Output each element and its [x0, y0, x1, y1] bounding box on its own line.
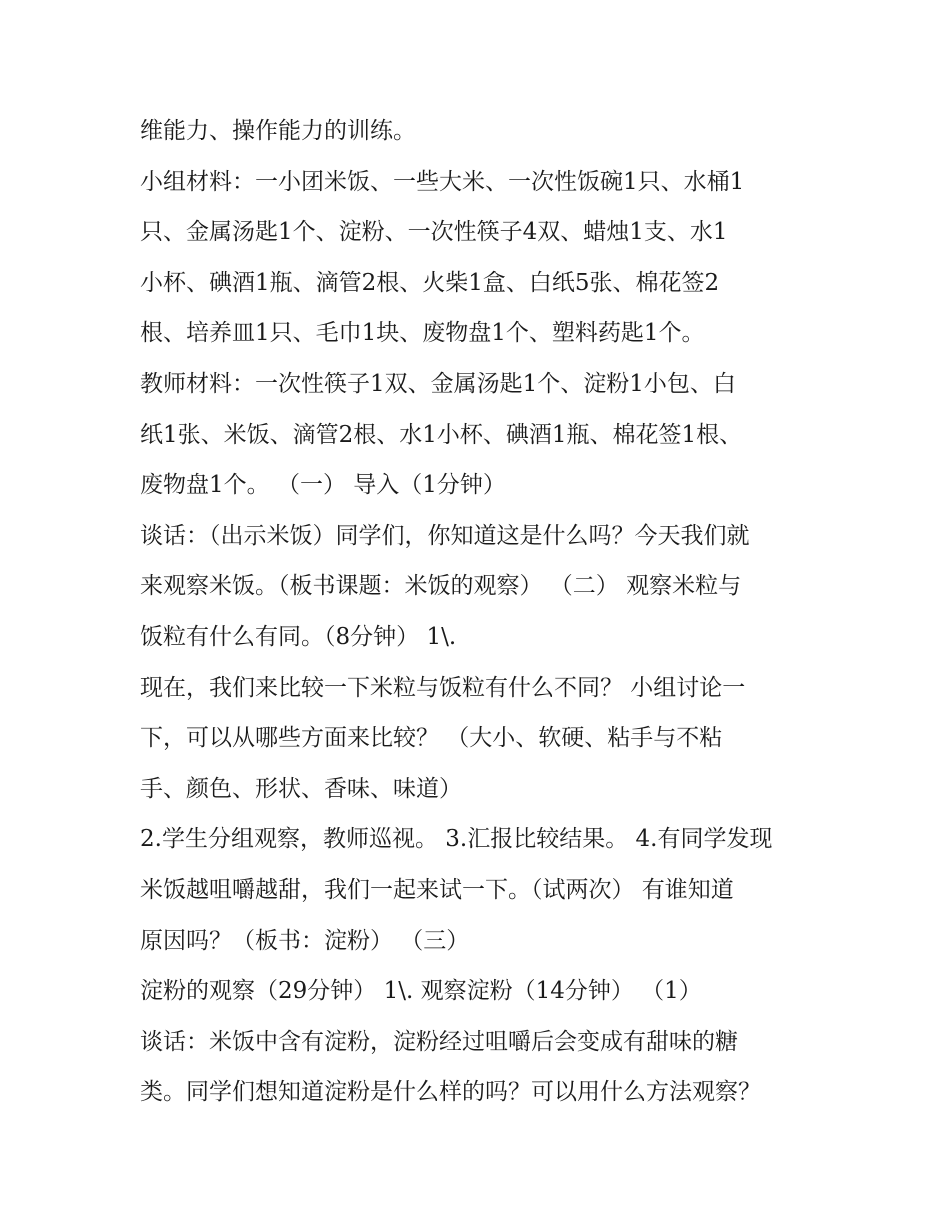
text-line: 来观察米饭。（板书课题：米饭的观察） （二） 观察米粒与 — [140, 573, 742, 600]
text-line: 米饭越咀嚼越甜，我们一起来试一下。（试两次） 有谁知道 — [140, 876, 734, 903]
body-text — [140, 106, 820, 1118]
text-line: 2.学生分组观察，教师巡视。 3.汇报比较结果。 4.有同学发现 — [140, 826, 773, 853]
text-line: 谈话：米饭中含有淀粉，淀粉经过咀嚼后会变成有甜味的糖 — [140, 1028, 738, 1055]
text-line: 类。同学们想知道淀粉是什么样的吗？可以用什么方法观察？ — [140, 1079, 761, 1106]
text-line: 手、颜色、形状、香味、味道） — [140, 775, 462, 802]
text-line: 维能力、操作能力的训练。 — [140, 118, 416, 144]
text-line: 教师材料：一次性筷子1双、金属汤匙1个、淀粉1小包、白 — [140, 370, 736, 397]
text-line: 小杯、碘酒1瓶、滴管2根、火柴1盒、白纸5张、棉花签2 — [140, 269, 720, 296]
text-line: 现在，我们来比较一下米粒与饭粒有什么不同？ 小组讨论一 — [140, 674, 746, 701]
text-line: 废物盘1个。 （一） 导入（1分钟） — [140, 472, 506, 499]
text-line: 只、金属汤匙1个、淀粉、一次性筷子4双、蜡烛1支、水1 — [140, 219, 728, 246]
text-line: 下，可以从哪些方面来比较？ （大小、软硬、粘手与不粘 — [140, 725, 723, 752]
text-line: 小组材料：一小团米饭、一些大米、一次性饭碗1只、水桶1 — [140, 168, 745, 195]
text-line: 饭粒有什么有同。（8分钟） 1\. — [140, 623, 457, 650]
text-line: 淀粉的观察（29分钟） 1\. 观察淀粉（14分钟） （1） — [140, 978, 702, 1005]
text-line: 纸1张、米饭、滴管2根、水1小杯、碘酒1瓶、棉花签1根、 — [140, 421, 743, 448]
text-line: 根、培养皿1只、毛巾1块、废物盘1个、塑料药匙1个。 — [140, 320, 705, 347]
text-line: 原因吗？（板书：淀粉） （三） — [140, 927, 470, 954]
text-line: 谈话：（出示米饭）同学们，你知道这是什么吗？今天我们就 — [140, 522, 750, 549]
